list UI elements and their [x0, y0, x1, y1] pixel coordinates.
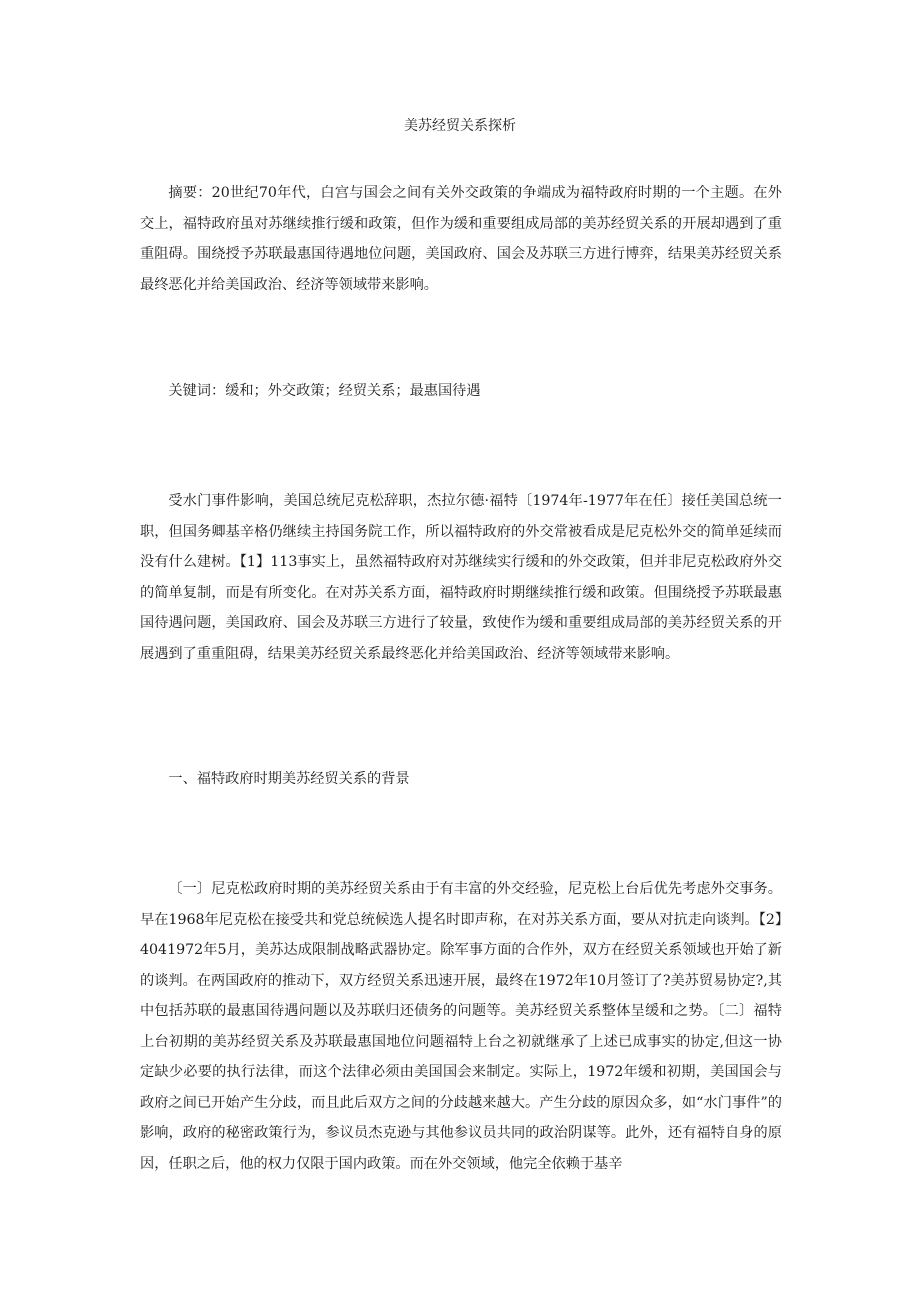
section-heading: 一、福特政府时期美苏经贸关系的背景 — [168, 771, 410, 787]
intro-paragraph: 受水门事件影响，美国总统尼克松辞职，杰拉尔德·福特〔1974年-1977年在任〕接任美国总统一职，但国务卿基辛格仍继续主持国务院工作，所以福特政府的外交常被看成是尼克松外交的简单延续而没有什么建树。【1】113事实上，虽然福特政府对苏继续实行缓和的外交政策，但并非尼克松政府外交的简单复制，而是有所变化。在对苏关系方面，福特政府时期继续推行缓和政策。但围绕授予苏联最惠国待遇问题，美国政府、国会及苏联三方进行了较量，致使作为缓和重要组成局部的美苏经贸关系的开展遇到了重重阻碍，结果美苏经贸关系最终恶化并给美国政治、经济等领域带来影响。 — [140, 493, 782, 662]
keywords-paragraph: 关键词：缓和；外交政策；经贸关系；最惠国待遇 — [168, 383, 481, 399]
section-body-paragraph: 〔一〕尼克松政府时期的美苏经贸关系由于有丰富的外交经验，尼克松上台后优先考虑外交事务。早在1968年尼克松在接受共和党总统候选人提名时即声称，在对苏关系方面，要从对抗走向谈判。【2】4041972年5月，美苏达成限制战略武器协定。除军事方面的合作外，双方在经贸关系领域也开始了新的谈判。在两国政府的推动下，双方经贸关系迅速开展，最终在1972年10月签订了?美苏贸易协定?,其中包括苏联的最惠国待遇问题以及苏联归还债务的问题等。美苏经贸关系整体呈缓和之势。〔二〕福特上台初期的美苏经贸关系及苏联最惠国地位问题福特上台之初就继承了上述已成事实的协定,但这一协定缺少必要的执行法律，而这个法律必须由美国国会来制定。实际上，1972年缓和初期，美国国会与政府之间已开始产生分歧，而且此后双方之间的分歧越来越大。产生分歧的原因众多，如“水门事件”的影响，政府的秘密政策行为，参议员杰克逊与其他参议员共同的政治阴谋等。此外，还有福特自身的原因，任职之后，他的权力仅限于国内政策。而在外交领域，他完全依赖于基辛 — [140, 881, 782, 1172]
document-title: 美苏经贸关系探析 — [404, 118, 516, 134]
abstract-paragraph: 摘要：20世纪70年代，白宫与国会之间有关外交政策的争端成为福特政府时期的一个主题。在外交上，福特政府虽对苏继续推行缓和政策，但作为缓和重要组成局部的美苏经贸关系的开展却遇到了重重阻碍。围绕授予苏联最惠国待遇地位问题，美国政府、国会及苏联三方进行博弈，结果美苏经贸关系最终恶化并给美国政治、经济等领域带来影响。 — [140, 185, 782, 293]
